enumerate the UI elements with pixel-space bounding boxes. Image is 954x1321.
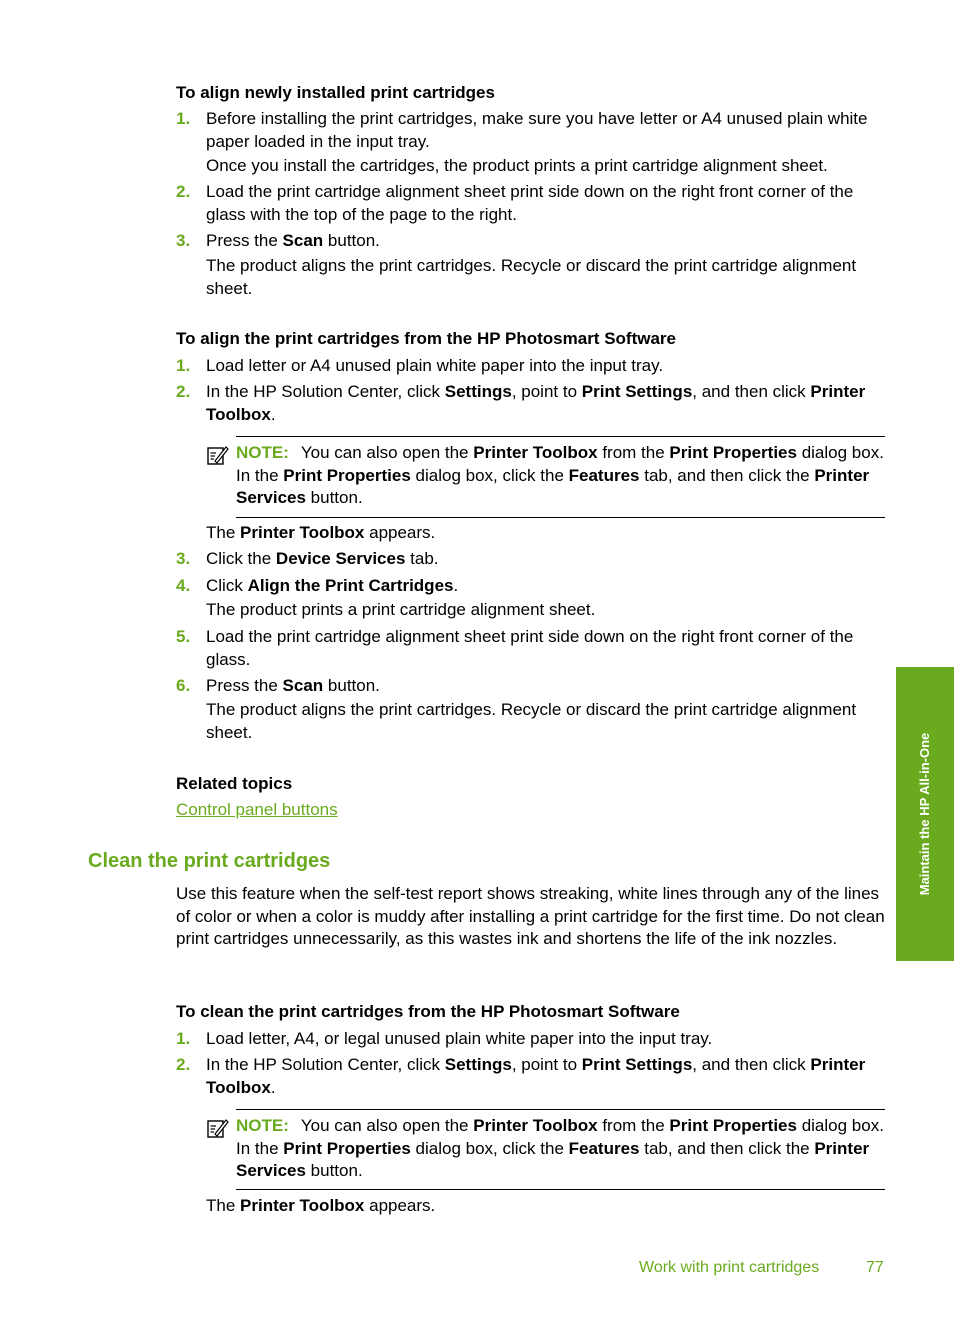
step-text: Load letter, A4, or legal unused plain white paper into the input tray.	[206, 1029, 713, 1048]
step-extra: Once you install the cartridges, the product prints a print cartridge alignment sheet.	[206, 156, 828, 175]
step-number: 2.	[176, 382, 191, 401]
step-text: Press the Scan button.	[206, 231, 380, 250]
step-number: 2.	[176, 1055, 191, 1074]
footer-page-number: 77	[866, 1259, 884, 1276]
note-text: NOTE: You can also open the Printer Toolbox from the Print Properties dialog box. In the Print Properties dialog box, click the Features tab, and then click the Printer Services button.	[236, 443, 884, 507]
heading-clean-software: To clean the print cartridges from the HP Photosmart Software	[176, 1002, 680, 1021]
step-text: Before installing the print cartridges, make sure you have letter or A4 unused plain white paper loaded in the input tray.	[206, 109, 868, 151]
chapter-side-tab	[896, 667, 954, 961]
step-number: 1.	[176, 1029, 191, 1048]
note-pencil-icon	[205, 443, 229, 467]
step-number: 4.	[176, 576, 191, 595]
step-text: In the HP Solution Center, click Settings, point to Print Settings, and then click Printer Toolbox.	[206, 382, 866, 424]
note-pencil-icon	[205, 1116, 229, 1140]
step-text: Load the print cartridge alignment sheet print side down on the right front corner of the glass.	[206, 627, 854, 669]
step-number: 6.	[176, 676, 191, 695]
note-divider-bottom	[236, 1189, 885, 1190]
step-extra: The product aligns the print cartridges. Recycle or discard the print cartridge alignment sheet.	[206, 256, 857, 298]
clean-description: Use this feature when the self-test report shows streaking, white lines through any of the lines of color or when a color is muddy after installing a print cartridge for the first time. Do not clean print cartridges unnecessarily, as this wastes ink and shortens the life of the ink nozzles.	[176, 884, 885, 948]
step-text: Click the Device Services tab.	[206, 549, 439, 568]
step-number: 1.	[176, 356, 191, 375]
appears-text: The Printer Toolbox appears.	[206, 1196, 436, 1215]
step-number: 3.	[176, 549, 191, 568]
note-divider-bottom	[236, 517, 885, 518]
footer-section-name: Work with print cartridges	[639, 1259, 820, 1276]
control-panel-buttons-link[interactable]: Control panel buttons	[176, 800, 338, 819]
step-text: Click Align the Print Cartridges.	[206, 576, 459, 595]
section-title-clean: Clean the print cartridges	[88, 850, 331, 872]
step-number: 2.	[176, 182, 191, 201]
appears-text: The Printer Toolbox appears.	[206, 523, 436, 542]
chapter-side-tab-label: Maintain the HP All-in-One	[916, 732, 932, 896]
step-text: Press the Scan button.	[206, 676, 380, 695]
step-text: Load the print cartridge alignment sheet print side down on the right front corner of the glass with the top of the page to the right.	[206, 182, 854, 224]
heading-align-software: To align the print cartridges from the HP Photosmart Software	[176, 329, 676, 348]
note-divider-top	[236, 1109, 885, 1110]
step-number: 5.	[176, 627, 191, 646]
note-divider-top	[236, 436, 885, 437]
step-extra: The product aligns the print cartridges. Recycle or discard the print cartridge alignment sheet.	[206, 700, 857, 742]
step-text: Load letter or A4 unused plain white paper into the input tray.	[206, 356, 664, 375]
step-extra: The product prints a print cartridge alignment sheet.	[206, 600, 596, 619]
step-number: 3.	[176, 231, 191, 250]
step-number: 1.	[176, 109, 191, 128]
note-text: NOTE: You can also open the Printer Toolbox from the Print Properties dialog box. In the Print Properties dialog box, click the Features tab, and then click the Printer Services button.	[236, 1116, 884, 1180]
step-text: In the HP Solution Center, click Settings, point to Print Settings, and then click Printer Toolbox.	[206, 1055, 866, 1097]
heading-align-new: To align newly installed print cartridges	[176, 83, 495, 102]
related-topics-heading: Related topics	[176, 774, 293, 793]
